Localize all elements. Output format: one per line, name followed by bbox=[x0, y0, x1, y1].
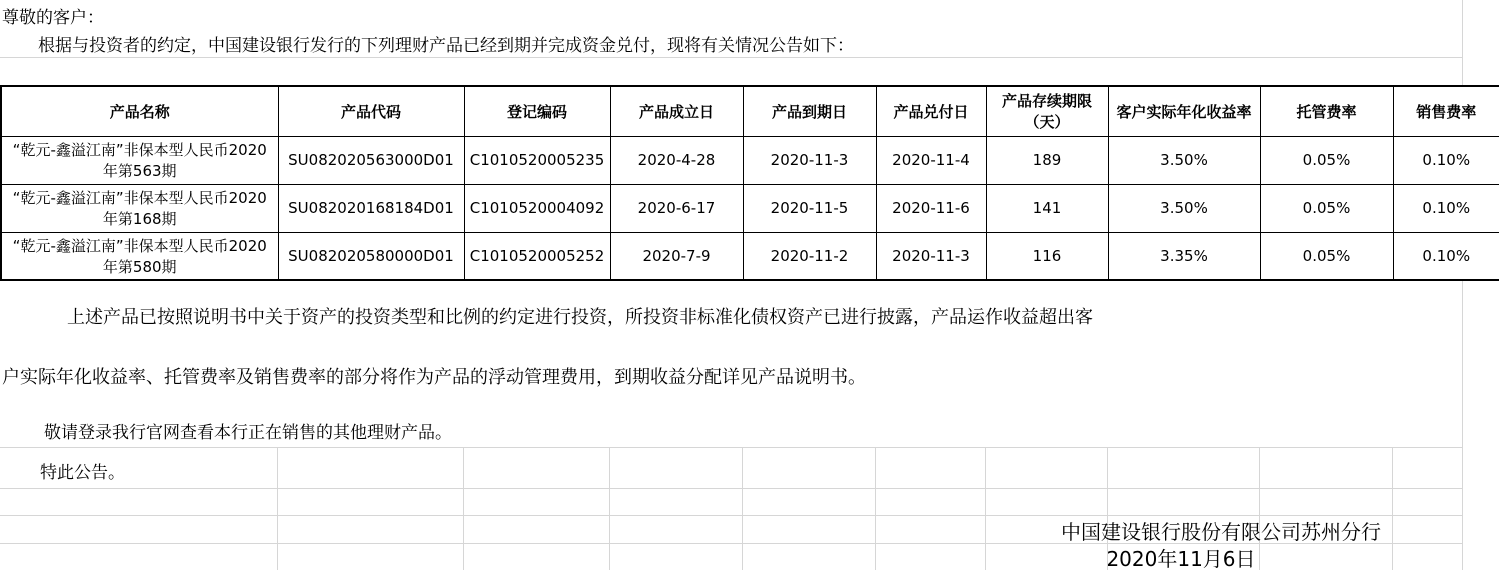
table-header-row bbox=[1, 86, 1499, 136]
gridline bbox=[609, 447, 610, 570]
gridline bbox=[875, 447, 876, 570]
cell-maturity-date: 2020-11-2 bbox=[743, 232, 876, 280]
cell-establish-date: 2020-6-17 bbox=[610, 184, 743, 232]
cell-annualized-yield: 3.35% bbox=[1108, 232, 1260, 280]
col-header-product-code: 产品代码 bbox=[278, 86, 464, 136]
gridline bbox=[0, 447, 1462, 448]
salutation: 尊敬的客户： bbox=[2, 8, 104, 28]
cell-payment-date: 2020-11-3 bbox=[876, 232, 986, 280]
table-row bbox=[1, 232, 1499, 280]
gridline bbox=[742, 447, 743, 570]
cell-product-name: “乾元-鑫溢江南”非保本型人民币2020年第563期 bbox=[1, 136, 278, 184]
cell-sales-fee: 0.10% bbox=[1393, 184, 1499, 232]
gridline bbox=[0, 57, 1462, 58]
website-note: 敬请登录我行官网查看本行正在销售的其他理财产品。 bbox=[44, 423, 452, 443]
cell-duration-days: 116 bbox=[986, 232, 1108, 280]
cell-sales-fee: 0.10% bbox=[1393, 136, 1499, 184]
gridline bbox=[1392, 447, 1393, 570]
cell-custody-fee: 0.05% bbox=[1260, 136, 1393, 184]
cell-product-code: SU082020563000D01 bbox=[278, 136, 464, 184]
col-header-registration-code: 登记编码 bbox=[464, 86, 610, 136]
cell-duration-days: 141 bbox=[986, 184, 1108, 232]
cell-product-code: SU082020168184D01 bbox=[278, 184, 464, 232]
cell-maturity-date: 2020-11-3 bbox=[743, 136, 876, 184]
cell-registration-code: C1010520005235 bbox=[464, 136, 610, 184]
cell-sales-fee: 0.10% bbox=[1393, 232, 1499, 280]
issuer-signature: 中国建设银行股份有限公司苏州分行 bbox=[1061, 520, 1381, 544]
announcement-date: 2020年11月6日 bbox=[1106, 547, 1256, 570]
col-header-annualized-yield: 客户实际年化收益率 bbox=[1108, 86, 1260, 136]
closing-statement: 特此公告。 bbox=[40, 463, 125, 483]
cell-annualized-yield: 3.50% bbox=[1108, 136, 1260, 184]
disclosure-paragraph-line1: 上述产品已按照说明书中关于资产的投资类型和比例的约定进行投资，所投资非标准化债权资产已进行披露，产品运作收益超出客 bbox=[67, 307, 1093, 328]
col-header-maturity-date: 产品到期日 bbox=[743, 86, 876, 136]
intro-text: 根据与投资者的约定，中国建设银行发行的下列理财产品已经到期并完成资金兑付，现将有关情况公告如下： bbox=[38, 36, 854, 56]
cell-product-code: SU082020580000D01 bbox=[278, 232, 464, 280]
gridline bbox=[985, 447, 986, 570]
col-header-custody-fee: 托管费率 bbox=[1260, 86, 1393, 136]
gridline bbox=[0, 488, 1462, 489]
col-header-product-name: 产品名称 bbox=[1, 86, 278, 136]
products-table bbox=[0, 85, 1499, 281]
cell-annualized-yield: 3.50% bbox=[1108, 184, 1260, 232]
col-header-duration-days: 产品存续期限（天） bbox=[986, 86, 1108, 136]
cell-registration-code: C1010520005252 bbox=[464, 232, 610, 280]
table-row bbox=[1, 184, 1499, 232]
cell-establish-date: 2020-4-28 bbox=[610, 136, 743, 184]
table-row bbox=[1, 136, 1499, 184]
cell-product-name: “乾元-鑫溢江南”非保本型人民币2020年第580期 bbox=[1, 232, 278, 280]
cell-establish-date: 2020-7-9 bbox=[610, 232, 743, 280]
cell-payment-date: 2020-11-6 bbox=[876, 184, 986, 232]
cell-maturity-date: 2020-11-5 bbox=[743, 184, 876, 232]
col-header-establish-date: 产品成立日 bbox=[610, 86, 743, 136]
col-header-payment-date: 产品兑付日 bbox=[876, 86, 986, 136]
cell-duration-days: 189 bbox=[986, 136, 1108, 184]
cell-payment-date: 2020-11-4 bbox=[876, 136, 986, 184]
gridline bbox=[277, 447, 278, 570]
gridline bbox=[463, 447, 464, 570]
disclosure-paragraph-line2: 户实际年化收益率、托管费率及销售费率的部分将作为产品的浮动管理费用，到期收益分配详见产品说明书。 bbox=[2, 367, 866, 388]
col-header-sales-fee: 销售费率 bbox=[1393, 86, 1499, 136]
cell-custody-fee: 0.05% bbox=[1260, 184, 1393, 232]
cell-custody-fee: 0.05% bbox=[1260, 232, 1393, 280]
cell-registration-code: C1010520004092 bbox=[464, 184, 610, 232]
cell-product-name: “乾元-鑫溢江南”非保本型人民币2020年第168期 bbox=[1, 184, 278, 232]
